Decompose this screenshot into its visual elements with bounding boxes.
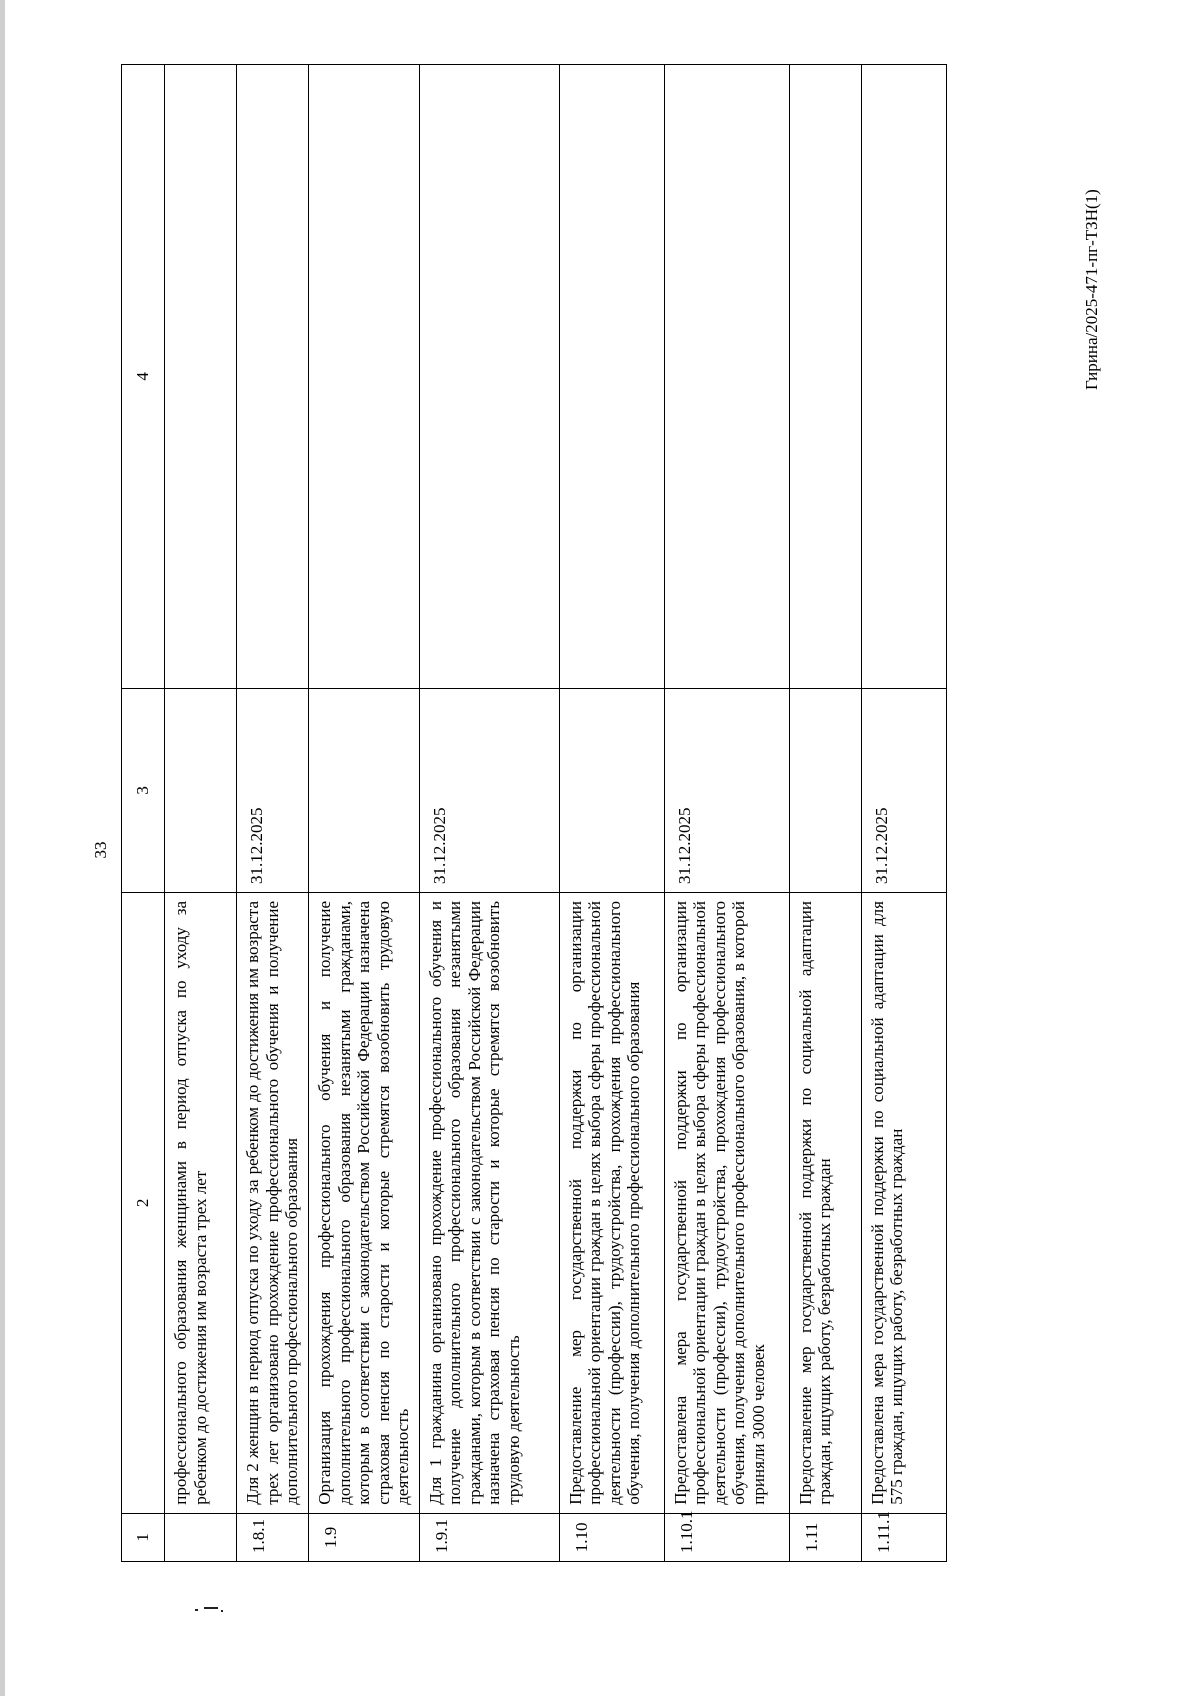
row-date-cell [559, 688, 664, 892]
row-note-cell [559, 65, 664, 689]
row-note-cell [419, 65, 559, 689]
row-text-cell: Предоставление мер государственной поддержки по организации профессиональной ориентации граждан в целях выбора сферы профессиональной деятельности (профессии), трудоустройства, прохождения профессионального обучения, получения дополнительного профессионального образования [559, 893, 664, 1514]
row-number-cell: 1.11.1 [861, 1513, 946, 1561]
table-row [419, 65, 559, 1562]
row-number-cell: 1.10 [559, 1513, 664, 1561]
row-note-cell [165, 65, 237, 689]
scan-edge [0, 0, 5, 1696]
table-row [861, 65, 946, 1562]
table-row [309, 65, 420, 1562]
row-text-cell: Предоставление мер государственной поддержки по социальной адаптации граждан, ищущих работу, безработных граждан [789, 893, 861, 1514]
row-text-cell: Для 1 гражданина организовано прохождение профессионального обучения и получение дополнительного профессионального образования незанятыми гражданами, которым в соответствии с законодательством Российской Федерации назначена страховая пенсия по старости и которые стремятся возобновить трудовую деятельность [419, 893, 559, 1514]
row-text-cell: Для 2 женщин в период отпуска по уходу за ребенком до достижения им возраста трех лет организовано прохождение профессионального обучения и получение дополнительного профессионального образования [237, 893, 309, 1514]
row-note-cell [237, 65, 309, 689]
table-row [237, 65, 309, 1562]
table-page [121, 64, 1106, 1562]
scan-specks [195, 1606, 225, 1612]
row-date-cell: 31.12.2025 [419, 688, 559, 892]
page-number: 33 [91, 841, 110, 859]
row-text-cell: Организация прохождения профессионального обучения и получение дополнительного профессионального образования незанятыми гражданами, которым в соответствии с законодательством Российской Федерации назначена страховая пенсия по старости и которые стремятся возобновить трудовую деятельность [309, 893, 420, 1514]
row-date-cell [309, 688, 420, 892]
table-row [559, 65, 664, 1562]
row-note-cell [309, 65, 420, 689]
row-date-cell [789, 688, 861, 892]
plan-table [121, 64, 947, 1562]
row-number-cell: 1.11 [789, 1513, 861, 1561]
row-date-cell: 31.12.2025 [861, 688, 946, 892]
row-note-cell [789, 65, 861, 689]
header-row [122, 65, 165, 1562]
row-date-cell: 31.12.2025 [237, 688, 309, 892]
header-cell: 4 [122, 65, 165, 689]
header-cell: 3 [122, 688, 165, 892]
header-cell: 1 [122, 1513, 165, 1561]
row-text-cell: Предоставлена мера государственной поддержки по социальной адаптации для 575 граждан, ищущих работу, безработных граждан [861, 893, 946, 1514]
header-cell: 2 [122, 893, 165, 1514]
row-number-cell: 1.10.1 [664, 1513, 789, 1561]
table-body [165, 65, 947, 1562]
row-number-cell [165, 1513, 237, 1561]
table-row [789, 65, 861, 1562]
row-text-cell: Предоставлена мера государственной поддержки по организации профессиональной ориентации граждан в целях выбора сферы профессиональной деятельности (профессии), трудоустройства, прохождения профессионального обучения, получения дополнительного профессионального образования, в которой приняли 3000 человек [664, 893, 789, 1514]
row-note-cell [861, 65, 946, 689]
table-row [664, 65, 789, 1562]
table-row [165, 65, 237, 1562]
row-text-cell: профессионального образования женщинами в период отпуска по уходу за ребенком до достижения им возраста трех лет [165, 893, 237, 1514]
row-date-cell: 31.12.2025 [664, 688, 789, 892]
document-code: Гирина/2025-471-пг-ТЗН(1) [1082, 189, 1101, 390]
row-number-cell: 1.8.1 [237, 1513, 309, 1561]
row-number-cell: 1.9 [309, 1513, 420, 1561]
row-number-cell: 1.9.1 [419, 1513, 559, 1561]
row-date-cell [165, 688, 237, 892]
row-note-cell [664, 65, 789, 689]
